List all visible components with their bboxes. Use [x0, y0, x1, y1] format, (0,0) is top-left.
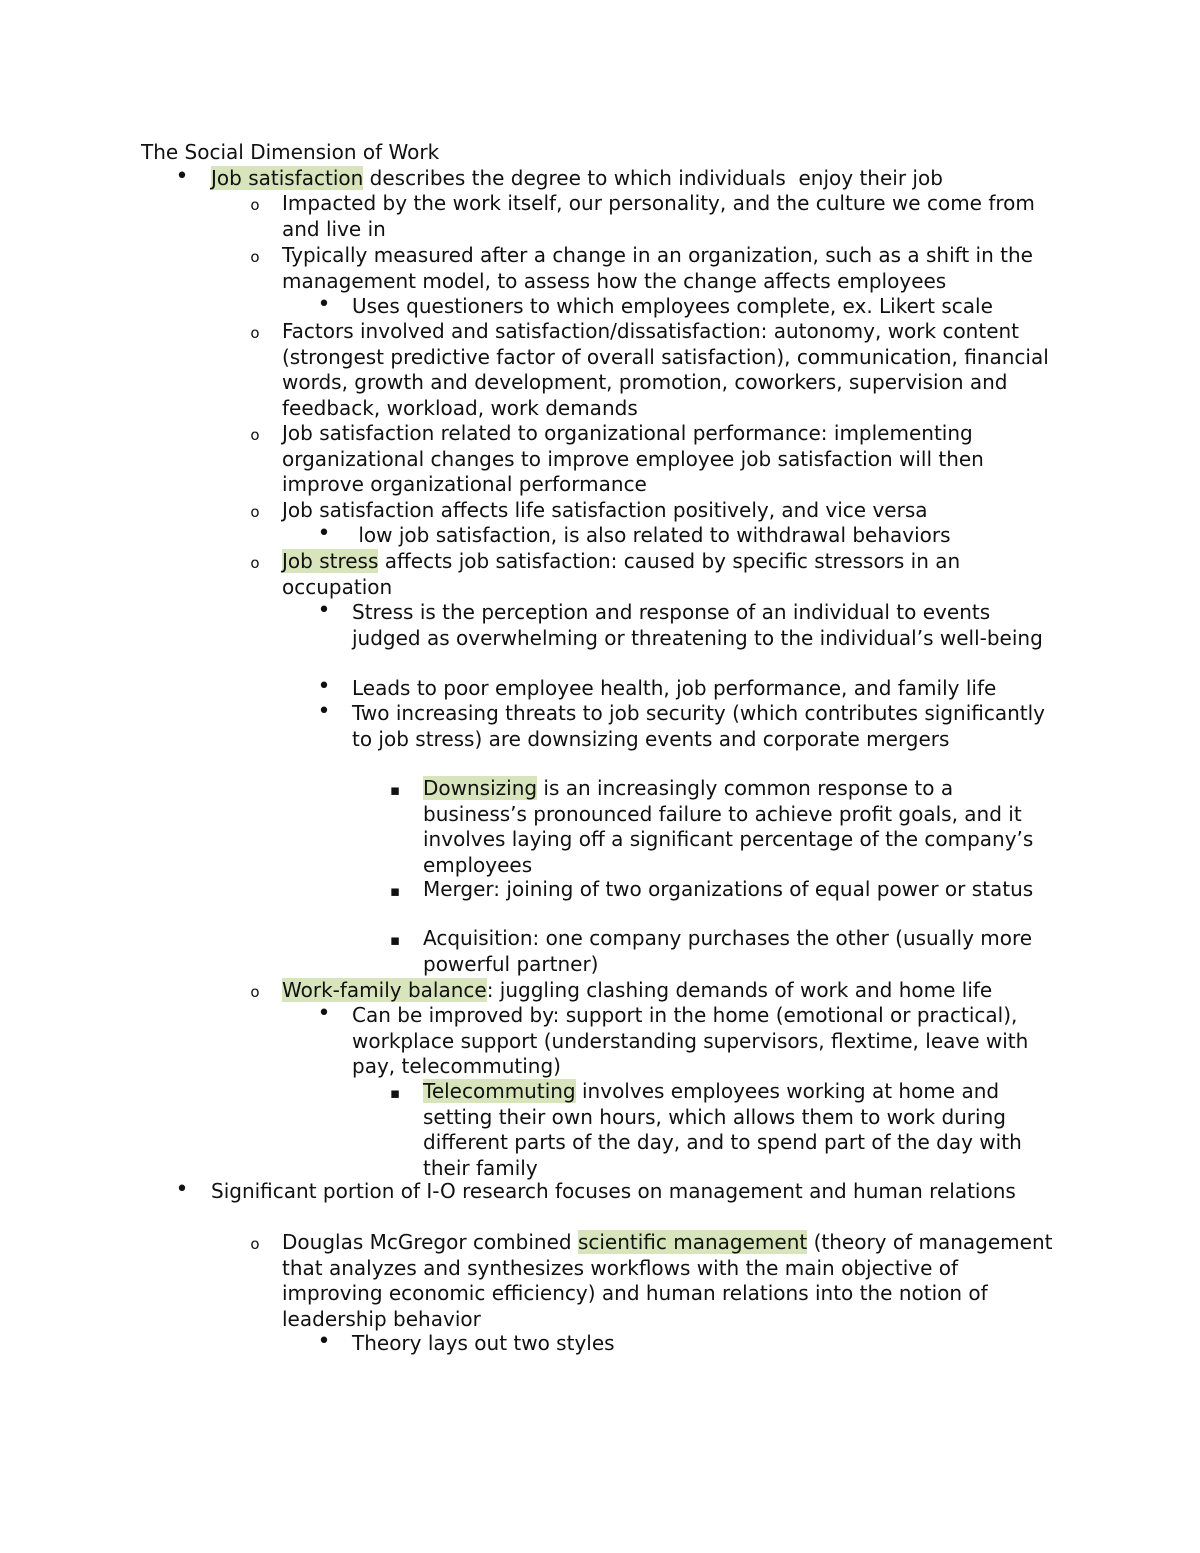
list-item-body: Stress is the perception and response of an individual to events judged as overwhelming or threatening to the individual’s well-being: [352, 600, 1043, 650]
list-item-text: [352, 294, 1060, 320]
list-item-text: [282, 498, 1060, 524]
bullet-square-icon: [387, 926, 403, 954]
highlighted-term: Downsizing: [423, 776, 538, 800]
list-item-text: [423, 926, 1060, 977]
list-item-text: [282, 549, 1060, 600]
list-item-body: : juggling clashing demands of work and home life: [486, 978, 993, 1002]
list-item-body: (theory of management that analyzes and synthesizes workflows with the main objective of improving economic efficiency) and human relations into the notion of leadership behavior: [282, 1230, 1059, 1331]
list-item-body: Impacted by the work itself, our personality, and the culture we come from and live in: [282, 191, 1042, 241]
highlighted-term: scientific management: [577, 1230, 808, 1254]
list-item-body: is an increasingly common response to a business’s pronounced failure to achieve profit goals, and it involves laying off a significant percentage of the company’s employees: [423, 776, 1040, 877]
highlighted-term: Job stress: [282, 549, 379, 573]
bullet-dot-icon: [174, 164, 190, 190]
list-item-body: affects job satisfaction: caused by specific stressors in an occupation: [282, 549, 967, 599]
list-item-body: describes the degree to which individuals enjoy their job: [363, 166, 943, 190]
list-item-text: [352, 600, 1060, 651]
list-item-text: [282, 421, 1060, 498]
list-item-text: [423, 877, 1060, 903]
list-item-body: Significant portion of I-O research focuses on management and human relations: [211, 1179, 1016, 1203]
bullet-dot-icon: [316, 1329, 332, 1355]
list-item-text: [352, 676, 1060, 702]
bullet-dot-icon: [316, 699, 332, 725]
list-item-text: [282, 191, 1060, 242]
bullet-square-icon: [387, 776, 403, 804]
bullet-dot-icon: [174, 1177, 190, 1203]
bullet-dot-icon: [316, 292, 332, 318]
bullet-circle-icon: [247, 319, 263, 347]
list-item-body: Factors involved and satisfaction/dissatisfaction: autonomy, work content (strongest predictive factor of overall satisfaction), communication, financial words, growth and development, promotion, coworkers, supervision and feedback, workload, work demands: [282, 319, 1056, 420]
list-item-text: [352, 523, 1060, 549]
bullet-dot-icon: [316, 674, 332, 700]
bullet-circle-icon: [247, 978, 263, 1006]
bullet-dot-icon: [316, 598, 332, 624]
list-item-body: Two increasing threats to job security (which contributes significantly to job stress) are downsizing events and corporate mergers: [352, 701, 1052, 751]
list-item-body: Leads to poor employee health, job performance, and family life: [352, 676, 997, 700]
list-item-text: [282, 243, 1060, 294]
list-item-text: [282, 319, 1060, 421]
list-item-body: Job satisfaction affects life satisfaction positively, and vice versa: [282, 498, 928, 522]
list-item-text: [211, 1179, 1060, 1205]
highlighted-term: Work-family balance: [282, 978, 487, 1002]
list-item-text: [282, 978, 1060, 1004]
bullet-circle-icon: [247, 421, 263, 449]
bullet-circle-icon: [247, 1230, 263, 1258]
list-item-body: Acquisition: one company purchases the other (usually more powerful partner): [423, 926, 1039, 976]
list-item-text: [282, 1230, 1060, 1332]
list-item-body: Merger: joining of two organizations of equal power or status: [423, 877, 1034, 901]
bullet-circle-icon: [247, 243, 263, 271]
list-item-body: Theory lays out two styles: [352, 1331, 615, 1355]
list-item-text: [423, 1079, 1060, 1181]
list-item-body: Typically measured after a change in an organization, such as a shift in the management model, to assess how the change affects employees: [282, 243, 1040, 293]
highlighted-term: Telecommuting: [423, 1079, 576, 1103]
bullet-square-icon: [387, 1079, 403, 1107]
document-title: The Social Dimension of Work: [141, 140, 440, 164]
highlighted-term: Job satisfaction: [211, 166, 364, 190]
bullet-dot-icon: [316, 521, 332, 547]
bullet-square-icon: [387, 877, 403, 905]
list-item-text: [352, 1331, 1060, 1357]
list-item-text-lead: Douglas McGregor combined: [282, 1230, 578, 1254]
list-item-text: [423, 776, 1060, 878]
list-item-body: Can be improved by: support in the home (emotional or practical), workplace support (understanding supervisors, flextime, leave with pay, telecommuting): [352, 1003, 1035, 1078]
list-item-body: Uses questioners to which employees complete, ex. Likert scale: [352, 294, 993, 318]
list-item-text: [211, 166, 1060, 192]
list-item-text: [352, 701, 1060, 752]
bullet-circle-icon: [247, 191, 263, 219]
bullet-dot-icon: [316, 1001, 332, 1027]
list-item-body: Job satisfaction related to organizational performance: implementing organizational changes to improve employee job satisfaction will then improve organizational performance: [282, 421, 991, 496]
list-item-body: low job satisfaction, is also related to withdrawal behaviors: [352, 523, 951, 547]
bullet-circle-icon: [247, 549, 263, 577]
bullet-circle-icon: [247, 498, 263, 526]
list-item-body: involves employees working at home and setting their own hours, which allows them to work during different parts of the day, and to spend part of the day with their family: [423, 1079, 1029, 1180]
list-item-text: [352, 1003, 1060, 1080]
